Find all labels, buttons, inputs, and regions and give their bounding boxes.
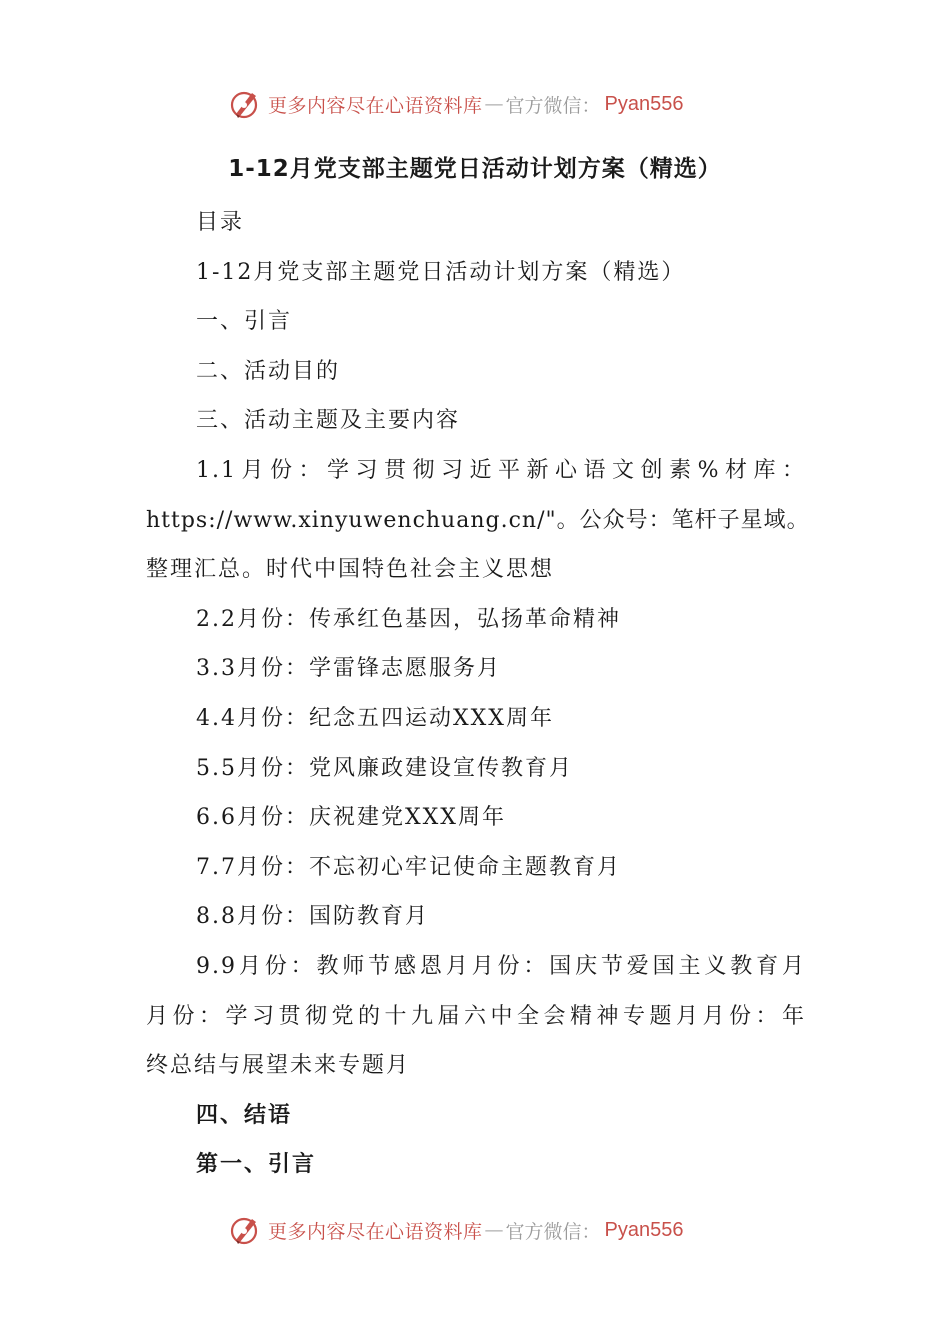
pen-logo-icon	[228, 1213, 262, 1247]
pen-logo-icon	[228, 87, 262, 121]
toc-heading: 目录	[196, 210, 245, 235]
banner-text: 更多内容尽在心语资料库	[268, 94, 483, 117]
banner-dash: —	[484, 1219, 504, 1241]
banner-text: 更多内容尽在心语资料库	[268, 1220, 483, 1243]
toc-item: 一、引言	[196, 309, 293, 335]
document-title: 1-12月党支部主题党日活动计划方案（精选）	[228, 156, 722, 182]
toc-item-continued: 整理汇总。时代中国特色社会主义思想	[146, 557, 555, 583]
toc-item: 1-12月党支部主题党日活动计划方案（精选）	[196, 259, 686, 285]
toc-item-continued: 月份：学习贯彻党的十九届六中全会精神专题月月份：年	[146, 1003, 806, 1029]
banner-official-label: 官方微信：	[505, 1220, 601, 1243]
toc-item: 9.9月份：教师节感恩月月份：国庆节爱国主义教育月	[196, 953, 806, 979]
toc-item: 7.7月份：不忘初心牢记使命主题教育月	[196, 854, 621, 880]
banner-dash: —	[484, 93, 504, 115]
toc-item: 6.6月份：庆祝建党XXX周年	[196, 805, 506, 831]
toc-item-continued: 终总结与展望未来专题月	[146, 1053, 411, 1079]
section-heading: 第一、引言	[196, 1152, 317, 1178]
header-banner	[228, 84, 728, 124]
banner-wechat-id: Pyan556	[604, 1218, 684, 1241]
toc-item-conclusion: 四、结语	[196, 1102, 293, 1128]
toc-item: 2.2月份：传承红色基因，弘扬革命精神	[196, 606, 621, 632]
toc-item: 8.8月份：国防教育月	[196, 904, 429, 930]
footer-banner	[228, 1210, 728, 1250]
toc-item: 1.1月份：学习贯彻习近平新心语文创素%材库：	[196, 457, 806, 483]
toc-item: 3.3月份：学雷锋志愿服务月	[196, 656, 501, 682]
toc-item: 二、活动目的	[196, 358, 341, 384]
toc-item: 三、活动主题及主要内容	[196, 408, 461, 434]
banner-official-label: 官方微信：	[505, 94, 601, 117]
toc-item: 4.4月份：纪念五四运动XXX周年	[196, 705, 554, 731]
document-body	[146, 198, 810, 1190]
toc-item-continued: https://www.xinyuwenchuang.cn/"。公众号：笔杆子星域。	[146, 507, 810, 533]
toc-item: 5.5月份：党风廉政建设宣传教育月	[196, 755, 573, 781]
banner-wechat-id: Pyan556	[604, 92, 684, 115]
